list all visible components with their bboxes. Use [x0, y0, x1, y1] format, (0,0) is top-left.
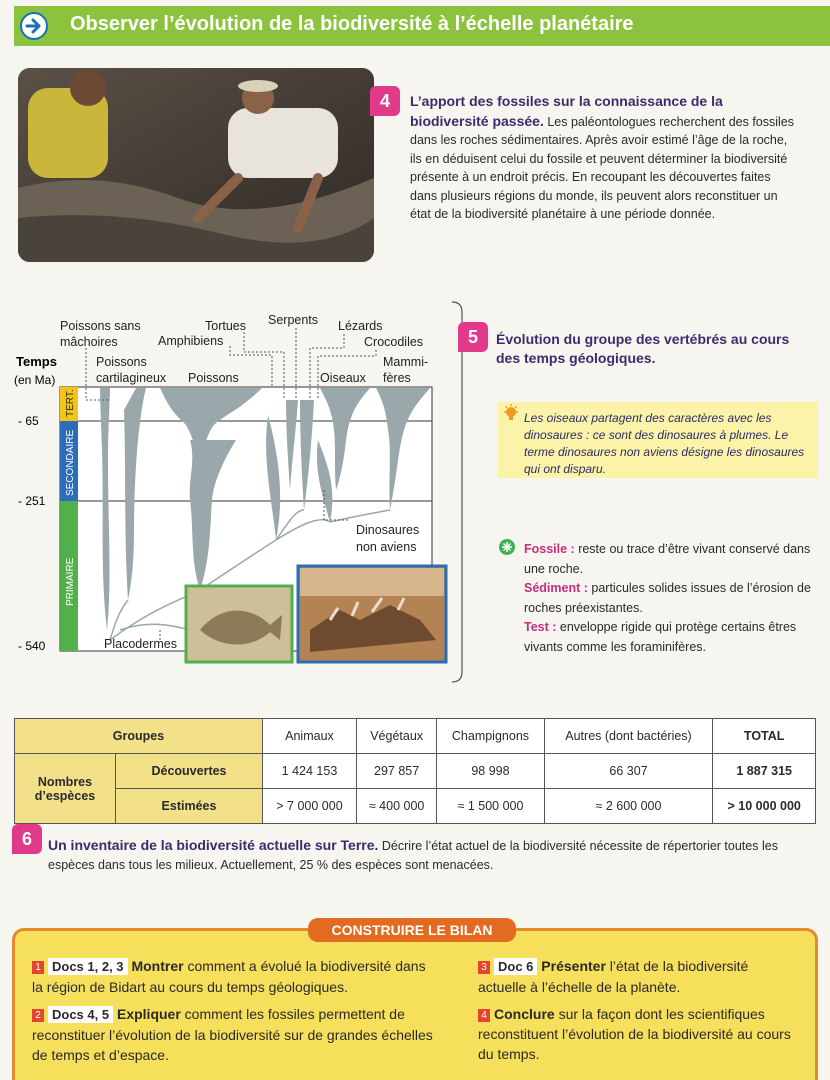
axis-title: Temps: [16, 354, 57, 369]
bilan-text-2: comment les fossiles permettent de reconstituer l’évolution de la biodiversité sur de grandes échelles de temps et d’espace.: [32, 1006, 433, 1063]
lightbulb-icon: [502, 404, 520, 427]
bilan-verb-2: Expliquer: [116, 1006, 181, 1022]
doc-4-text: [410, 92, 795, 224]
table-row: [15, 754, 816, 789]
glossary-icon: [498, 538, 516, 561]
label-amphibians: Amphibiens: [158, 334, 224, 348]
bilan-item-4: [478, 1004, 798, 1064]
doc-6-body: Décrire l’état actuel de la biodiversité nécessite de répertorier toutes les espèces dans tous les milieux. Actuellement, 25 % des espèces sont menacées.: [48, 839, 778, 872]
bilan-item-3: [478, 956, 798, 997]
label-crocodiles: Crocodiles: [364, 335, 424, 349]
cell: 66 307: [544, 754, 713, 789]
vertebrate-evolution-diagram: [0, 300, 470, 690]
tick-65: - 65: [18, 414, 39, 428]
doc-6-badge: 6: [12, 824, 42, 854]
bilan-num-1: 1: [32, 961, 44, 974]
label-placoderms: Placodermes: [104, 637, 177, 651]
label-turtles: Tortues: [205, 319, 246, 333]
bilan-docs-1: Docs 1, 2, 3: [48, 958, 128, 975]
def-test: enveloppe rigide qui protège certains êtres vivants comme les foraminifères.: [524, 620, 797, 654]
term-test: Test :: [524, 620, 557, 634]
cell: > 7 000 000: [263, 789, 357, 824]
bilan-docs-3: Doc 6: [494, 958, 537, 975]
doc-4-title: L’apport des fossiles sur la connaissance de la biodiversité passée.: [410, 93, 723, 129]
header-autres: Autres (dont bactéries): [544, 719, 713, 754]
table-header-row: [15, 719, 816, 754]
header-animaux: Animaux: [263, 719, 357, 754]
cell: 1 424 153: [263, 754, 357, 789]
label-dinosaurs-2: non aviens: [356, 540, 417, 554]
bilan-num-3: 3: [478, 961, 490, 974]
cell: 98 998: [437, 754, 544, 789]
paleontologists-photo: [18, 68, 374, 262]
cell-total: > 10 000 000: [713, 789, 816, 824]
header-champignons: Champignons: [437, 719, 544, 754]
term-sediment: Sédiment :: [524, 581, 588, 595]
bilan-title: CONSTRUIRE LE BILAN: [308, 918, 516, 942]
doc-5-bracket: [452, 302, 462, 682]
def-sediment: particules solides issues de l’érosion de roches préexistantes.: [524, 581, 811, 615]
era-label-secondary: SECONDAIRE: [65, 429, 76, 496]
bilan-verb-1: Montrer: [131, 958, 184, 974]
bilan-item-1: [32, 956, 432, 997]
row-header-species: Nombres d’espèces: [15, 754, 116, 824]
tick-540: - 540: [18, 639, 46, 653]
definition-sediment: [524, 579, 824, 618]
cell: ≈ 2 600 000: [544, 789, 713, 824]
header-total: TOTAL: [713, 719, 816, 754]
arrow-right-icon: [20, 12, 48, 40]
label-snakes: Serpents: [268, 313, 319, 327]
label-jawless-fish-1: Poissons sans: [60, 319, 141, 333]
definition-test: [524, 618, 824, 657]
bilan-item-2: [32, 1004, 442, 1065]
tick-251: - 251: [18, 494, 46, 508]
label-mammals-2: fères: [383, 371, 411, 385]
table-row: [15, 789, 816, 824]
page-title: Observer l’évolution de la biodiversité à l’échelle planétaire: [70, 13, 634, 35]
cell: 297 857: [356, 754, 436, 789]
term-fossile: Fossile :: [524, 542, 575, 556]
label-cartilaginous-1: Poissons: [96, 355, 147, 369]
doc-6-text: [48, 836, 818, 875]
era-label-primary: PRIMAIRE: [65, 557, 76, 606]
bilan-docs-2: Docs 4, 5: [48, 1006, 113, 1023]
definition-fossile: [524, 540, 824, 579]
bilan-verb-4: Conclure: [494, 1006, 555, 1022]
label-birds: Oiseaux: [320, 371, 366, 385]
bilan-text-3: l’état de la biodiversité actuelle à l’échelle de la planète.: [478, 958, 749, 995]
header-vegetaux: Végétaux: [356, 719, 436, 754]
bilan-num-4: 4: [478, 1009, 490, 1022]
label-cartilaginous-2: cartilagineux: [96, 371, 167, 385]
bilan-verb-3: Présenter: [541, 958, 606, 974]
cell: ≈ 400 000: [356, 789, 436, 824]
fossil-fish-photo: [186, 586, 292, 662]
bilan-num-2: 2: [32, 1009, 44, 1022]
row-label-estimees: Estimées: [116, 789, 263, 824]
era-label-tertiary: TERT.: [65, 389, 76, 417]
doc-4-body: Les paléontologues recherchent des fossiles dans les roches sédimentaires. Après avoir estimé l’âge de la roche, ils en déduisent celui du fossile et peuvent déterminer la biodiversité présente à un endroit précis. En recoupant les découvertes faites dans plusieurs régions du monde, ils peuvent alors reconstituer un état de la biodiversité planétaire à une période donnée.: [410, 114, 795, 221]
def-fossile: reste ou trace d’être vivant conservé dans une roche.: [524, 542, 811, 576]
doc-6-title: Un inventaire de la biodiversité actuelle sur Terre.: [48, 837, 379, 853]
header-groups: Groupes: [15, 719, 263, 754]
note-text: Les oiseaux partagent des caractères avec les dinosaures : ce sont des dinosaures à plumes. Le terme dinosaures non aviens désigne les dinosaures qui ont disparu.: [524, 411, 805, 476]
cell-total: 1 887 315: [713, 754, 816, 789]
label-dinosaurs-1: Dinosaures: [356, 523, 420, 537]
dinosaur-fossil-photo: [298, 566, 446, 662]
glossary-definitions: [524, 540, 824, 657]
cell: ≈ 1 500 000: [437, 789, 544, 824]
doc-5-title: Évolution du groupe des vertébrés au cours des temps géologiques.: [496, 331, 790, 366]
bilan-text-4: sur la façon dont les scientifiques reconstituent l’évolution de la biodiversité au cours du temps.: [478, 1006, 791, 1062]
species-inventory-table: [14, 718, 816, 824]
label-fishes: Poissons: [188, 371, 239, 385]
doc-4-badge: 4: [370, 86, 400, 116]
axis-unit: (en Ma): [14, 373, 56, 387]
doc-5-badge: 5: [458, 322, 488, 352]
row-label-decouvertes: Découvertes: [116, 754, 263, 789]
label-jawless-fish-2: mâchoires: [60, 335, 118, 349]
label-lizards: Lézards: [338, 319, 383, 333]
label-mammals-1: Mammi-: [383, 355, 429, 369]
bilan-text-1: comment a évolué la biodiversité dans la région de Bidart au cours du temps géologiques.: [32, 958, 426, 995]
